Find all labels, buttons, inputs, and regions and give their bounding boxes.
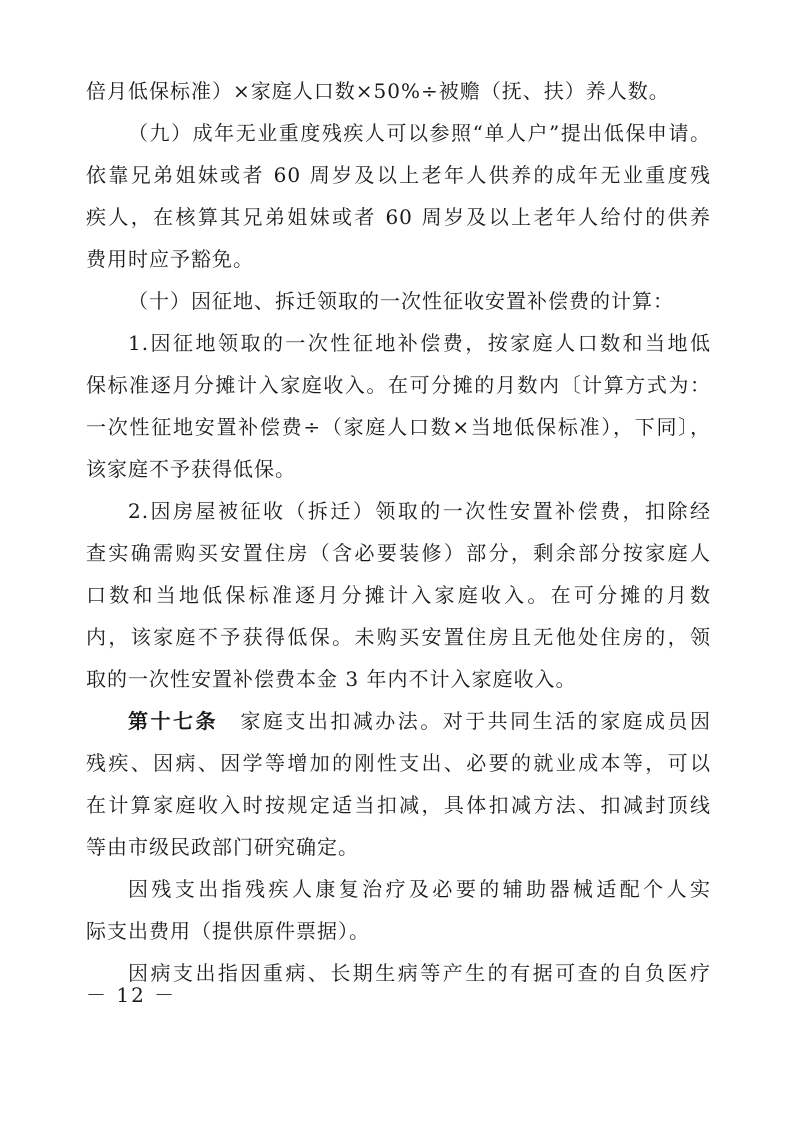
text-line: 一次性征地安置补偿费÷（家庭人口数×当地低保标准），下同〕， [86, 415, 711, 439]
text-line: 口数和当地低保标准逐月分摊计入家庭收入。在可分摊的月数 [86, 583, 711, 607]
text-line: 该家庭不予获得低保。 [86, 457, 296, 481]
document-page [86, 70, 711, 994]
text-line: 2.因房屋被征收（拆迁）领取的一次性安置补偿费，扣除经 [128, 499, 711, 523]
text-line: 1.因征地领取的一次性征地补偿费，按家庭人口数和当地低 [128, 331, 711, 355]
text-line: 查实确需购买安置住房（含必要装修）部分，剩余部分按家庭人 [86, 541, 711, 565]
page-number: － 12 － [86, 983, 177, 1007]
text-line: （十）因征地、拆迁领取的一次性征收安置补偿费的计算： [128, 289, 674, 313]
text-line: 在计算家庭收入时按规定适当扣减，具体扣减方法、扣减封顶线 [86, 793, 711, 817]
text-line: 内，该家庭不予获得低保。未购买安置住房且无他处住房的，领 [86, 625, 711, 649]
text-line: 费用时应予豁免。 [86, 247, 254, 271]
text-line: 因病支出指因重病、长期生病等产生的有据可查的自负医疗 [128, 961, 711, 985]
text-line: 倍月低保标准）×家庭人口数×50%÷被赡（抚、扶）养人数。 [86, 79, 670, 103]
text-line: 等由市级民政部门研究确定。 [86, 835, 359, 859]
text-line: 因残支出指残疾人康复治疗及必要的辅助器械适配个人实 [128, 877, 711, 901]
text-line: 保标准逐月分摊计入家庭收入。在可分摊的月数内〔计算方式为： [86, 373, 711, 397]
article-text: 家庭支出扣减办法。对于共同生活的家庭成员因 [217, 709, 712, 733]
text-line: 疾人，在核算其兄弟姐妹或者 60 周岁及以上老年人给付的供养 [86, 205, 711, 229]
text-line: 依靠兄弟姐妹或者 60 周岁及以上老年人供养的成年无业重度残 [86, 163, 711, 187]
article-heading-line [86, 700, 711, 742]
text-line: 取的一次性安置补偿费本金 3 年内不计入家庭收入。 [86, 667, 577, 691]
text-line: 际支出费用（提供原件票据）。 [86, 919, 370, 943]
text-line: 残疾、因病、因学等增加的刚性支出、必要的就业成本等，可以 [86, 751, 711, 775]
article-number: 第十七条 [128, 709, 218, 733]
text-line: （九）成年无业重度残疾人可以参照“单人户”提出低保申请。 [128, 121, 711, 145]
